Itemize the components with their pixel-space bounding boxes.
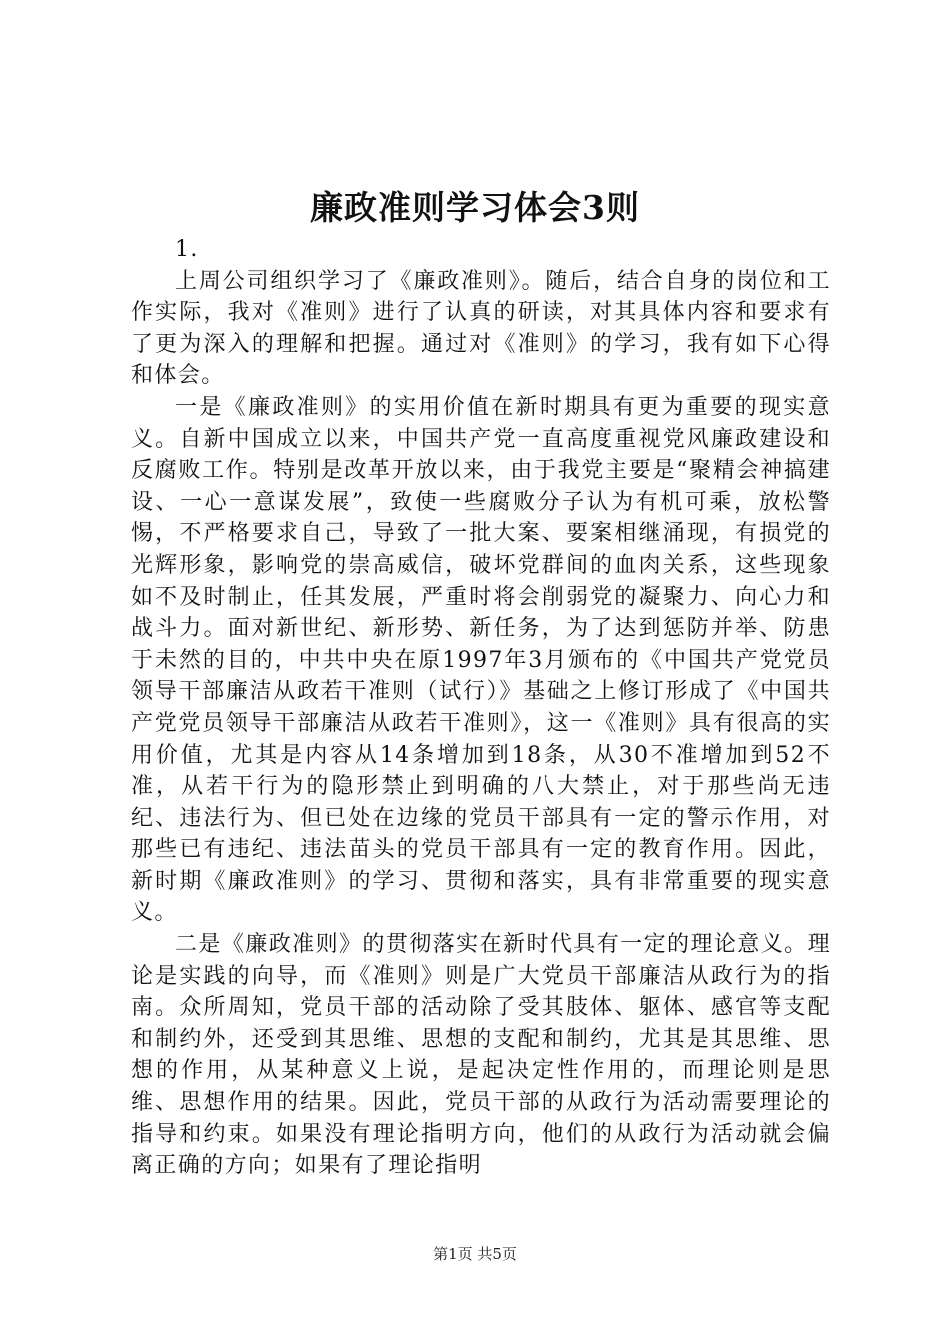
paragraph-point-two: 二是《廉政准则》的贯彻落实在新时代具有一定的理论意义。理论是实践的向导，而《准则》则是广大党员干部廉洁从政行为的指南。众所周知，党员干部的活动除了受其肢体、躯体、感官等支配和制约外，还受到其思维、思想的支配和制约，尤其是其思维、思想的作用，从某种意义上说，是起决定性作用的，而理论则是思维、思想作用的结果。因此，党员干部的从政行为活动需要理论的指导和约束。如果没有理论指明方向，他们的从政行为活动就会偏离正确的方向；如果有了理论指明 — [131, 932, 831, 1179]
paragraph-point-one: 一是《廉政准则》的实用价值在新时期具有更为重要的现实意义。自新中国成立以来，中国共产党一直高度重视党风廉政建设和反腐败工作。特别是改革开放以来，由于我党主要是“聚精会神搞建设、一心一意谋发展”，致使一些腐败分子认为有机可乘，放松警惕，不严格要求自己，导致了一批大案、要案相继涌现，有损党的光辉形象，影响党的崇高威信，破坏党群间的血肉关系，这些现象如不及时制止，任其发展，严重时将会削弱党的凝聚力、向心力和战斗力。面对新世纪、新形势、新任务，为了达到惩防并举、防患于未然的目的，中共中央在原1997年3月颁布的《中国共产党党员领导干部廉洁从政若干准则（试行）》基础之上修订形成了《中国共产党党员领导干部廉洁从政若干准则》，这一《准则》具有很高的实用价值，尤其是内容从14条增加到18条，从30不准增加到52不准，从若干行为的隐形禁止到明确的八大禁止，对于那些尚无违纪、违法行为、但已处在边缘的党员干部具有一定的警示作用，对那些已有违纪、违法苗头的党员干部具有一定的教育作用。因此，新时期《廉政准则》的学习、贯彻和落实，具有非常重要的现实意义。 — [131, 394, 831, 926]
section-number: 1. — [175, 237, 199, 262]
document-body — [131, 234, 831, 1182]
document-title: 廉政准则学习体会3则 — [310, 188, 640, 227]
page-footer: 第1页 共5页 — [433, 1245, 517, 1263]
paragraph-intro: 上周公司组织学习了《廉政准则》。随后，结合自身的岗位和工作实际，我对《准则》进行了认真的研读，对其具体内容和要求有了更为深入的理解和把握。通过对《准则》的学习，我有如下心得和体会。 — [131, 268, 831, 389]
